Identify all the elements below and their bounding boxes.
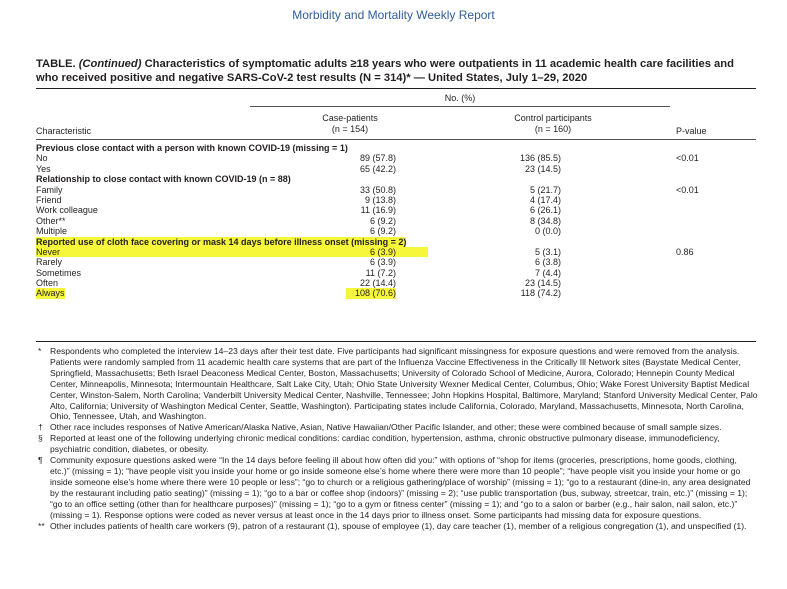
control-value: 8 (34.8) — [529, 215, 561, 226]
table-continued: (Continued) — [78, 58, 142, 70]
table-row — [36, 153, 756, 163]
table-row — [36, 226, 756, 236]
no-pct-header: No. (%) — [444, 93, 476, 103]
footnote-symbol: * — [38, 346, 42, 356]
case-value: 65 (42.2) — [359, 163, 396, 174]
table-row — [36, 216, 756, 226]
table-row — [36, 164, 756, 174]
p-value: <0.01 — [676, 184, 699, 195]
row-label: Multiple — [36, 226, 68, 237]
footnote-symbol: ** — [38, 520, 45, 531]
footnote-text: Reported at least one of the following underlying chronic medical conditions: cardiac condition, hypertension, asthma, chronic obstructive pulmonary disease, immunodeficiency, psychiatric condition, diabetes, or obesity. — [50, 433, 720, 455]
col-case — [290, 113, 410, 135]
table-label: TABLE. — [36, 58, 76, 70]
table-row — [36, 247, 756, 257]
footnote — [36, 521, 758, 532]
table-title-text: Characteristics of symptomatic adults ≥18 years who were outpatients in 11 academic health care facilities and who received positive and negative SARS-CoV-2 test results (N = 314)* — United States, July 1–29, 2020 — [36, 58, 734, 84]
col-control — [478, 113, 628, 135]
row-label: Sometimes — [36, 267, 82, 278]
case-value: 6 (3.9) — [369, 246, 396, 257]
footnote-symbol: § — [38, 433, 43, 444]
case-value: 9 (13.8) — [364, 194, 396, 205]
header-bottom-rule — [36, 139, 756, 140]
table-top-rule — [36, 88, 756, 89]
footnote-text: Other race includes responses of Native American/Alaska Native, Asian, Native Hawaiian/Other Pacific Islander, and other; these were combined because of small sample sizes. — [50, 422, 722, 433]
control-value: 5 (21.7) — [529, 184, 561, 195]
row-label: No — [36, 153, 48, 164]
row-label: Always — [36, 288, 65, 299]
footnote-text: Community exposure questions asked were “In the 14 days before feeling ill about how often did you:” with options of “shop for items (groceries, prescriptions, home goods, clothing, etc.)” (missing = 1); “have people visit you inside your home or go inside someone else’s home where there were more than 10 people”; “have people visit you inside your home or go inside someone else’s home where there were 10 people or less”; “go to church or a religious gathering/place of worship” (missing = 1); “go to a restaurant (dine-in, any area designated by the restaurant including patio seating)” (missing = 1); “go to a bar or coffee shop (indoors)” (missing = 2); “use public transportation (bus, subway, streetcar, train, etc.)” (missing = 1); “go to an office setting (other than for healthcare purposes)” (missing = 1); “go to a gym or fitness center” (missing = 1); and “go to a salon or barber (e.g., hair salon, nail salon, etc.)” (missing = 1). Response options were coded as never versus at least once in the 14 days prior to illness onset. Some participants had missing data for exposure questions. — [50, 455, 751, 520]
footnote-symbol: ¶ — [38, 455, 43, 466]
case-value: 108 (70.6) — [346, 288, 396, 298]
col-control-name: Control participants — [514, 113, 592, 123]
control-value: 6 (26.1) — [529, 205, 561, 216]
row-label: Rarely — [36, 257, 63, 268]
table-row — [36, 268, 756, 278]
col-control-n: (n = 160) — [534, 124, 572, 134]
footnote — [36, 346, 758, 422]
table-title — [36, 57, 758, 85]
control-value: 6 (3.8) — [534, 257, 561, 268]
row-label: Friend — [36, 194, 62, 205]
col-pvalue: P-value — [676, 126, 707, 136]
col-case-name: Case-patients — [322, 113, 378, 123]
case-value: 11 (7.2) — [365, 267, 396, 278]
row-label: Previous close contact with a person with known COVID-19 (missing = 1) — [36, 143, 348, 153]
section-row — [36, 237, 756, 247]
control-value: 23 (14.5) — [524, 163, 561, 174]
footnote-text: Respondents who completed the interview 14–23 days after their test date. Five participants had significant missingness for exposure questions and were removed from the analysis. Patients were randomly sampled from 11 academic health care systems that are part of the Influenza Vaccine Effectiveness in the Critically Ill Network sites (Baystate Medical Center, Springfield, Massachusetts; Beth Israel Deaconess Medical Center, Boston, Massachusetts; University of Colorado School of Medicine, Aurora, Colorado; Hennepin County Medical Center, Minneapolis, Minnesota; Intermountain Healthcare, Salt Lake City, Utah; Ohio State University Wexner Medical Center, Columbus, Ohio; Wake Forest University Baptist Medical Center, Winston-Salem, North Carolina; Vanderbilt University Medical Center, Nashville, Tennessee; John Hopkins Hospital, Baltimore, Maryland; Stanford University Medical Center, Palo Alto, California; University of Washington Medical Center, Seattle, Washington). Participating states include California, Colorado, Maryland, Massachusetts, Minnesota, North Carolina, Ohio, Tennessee, Utah, and Washington. — [50, 346, 758, 422]
table-row — [36, 205, 756, 215]
table-row — [36, 288, 756, 298]
section-row — [36, 174, 756, 184]
case-value: 11 (16.9) — [360, 205, 396, 216]
control-value: 5 (3.1) — [534, 246, 561, 257]
footnote — [36, 433, 758, 455]
footnote — [36, 455, 758, 520]
col-case-n: (n = 154) — [331, 124, 369, 134]
control-value: 136 (85.5) — [519, 153, 561, 164]
table-row — [36, 257, 756, 267]
journal-header: Morbidity and Mortality Weekly Report — [292, 8, 495, 22]
case-value: 6 (9.2) — [369, 215, 396, 226]
control-value: 23 (14.5) — [524, 278, 561, 289]
control-value: 0 (0.0) — [534, 226, 561, 237]
table-row — [36, 278, 756, 288]
spanner-rule — [250, 106, 670, 107]
footnotes — [36, 346, 758, 531]
p-value: <0.01 — [676, 153, 699, 164]
row-label: Yes — [36, 163, 51, 174]
table-row — [36, 185, 756, 195]
control-value: 7 (4.4) — [534, 267, 561, 278]
col-characteristic: Characteristic — [36, 126, 92, 136]
table-bottom-rule — [36, 341, 756, 342]
row-label: Often — [36, 278, 59, 289]
row-label: Never — [36, 246, 61, 257]
case-value: 33 (50.8) — [359, 184, 396, 195]
table-row — [36, 195, 756, 205]
case-value: 89 (57.8) — [359, 153, 396, 164]
p-value: 0.86 — [676, 246, 694, 257]
section-row — [36, 143, 756, 153]
row-label: Family — [36, 184, 63, 195]
case-value: 6 (9.2) — [369, 226, 396, 237]
footnote-symbol: † — [38, 422, 43, 433]
footnote-text: Other includes patients of health care workers (9), patron of a restaurant (1), spouse of employee (1), day care teacher (1), member of a religious congregation (1), and unspecified (1). — [50, 520, 747, 531]
control-value: 4 (17.4) — [529, 194, 561, 205]
row-label: Reported use of cloth face covering or mask 14 days before illness onset (missing = 2) — [36, 236, 407, 247]
table-body — [36, 143, 756, 299]
control-value: 118 (74.2) — [520, 288, 561, 299]
row-label: Other** — [36, 215, 66, 226]
footnote — [36, 422, 758, 433]
row-label: Work colleague — [36, 205, 98, 216]
case-value: 6 (3.9) — [369, 257, 396, 268]
row-label: Relationship to close contact with known COVID-19 (n = 88) — [36, 174, 291, 185]
case-value: 22 (14.4) — [359, 278, 396, 289]
